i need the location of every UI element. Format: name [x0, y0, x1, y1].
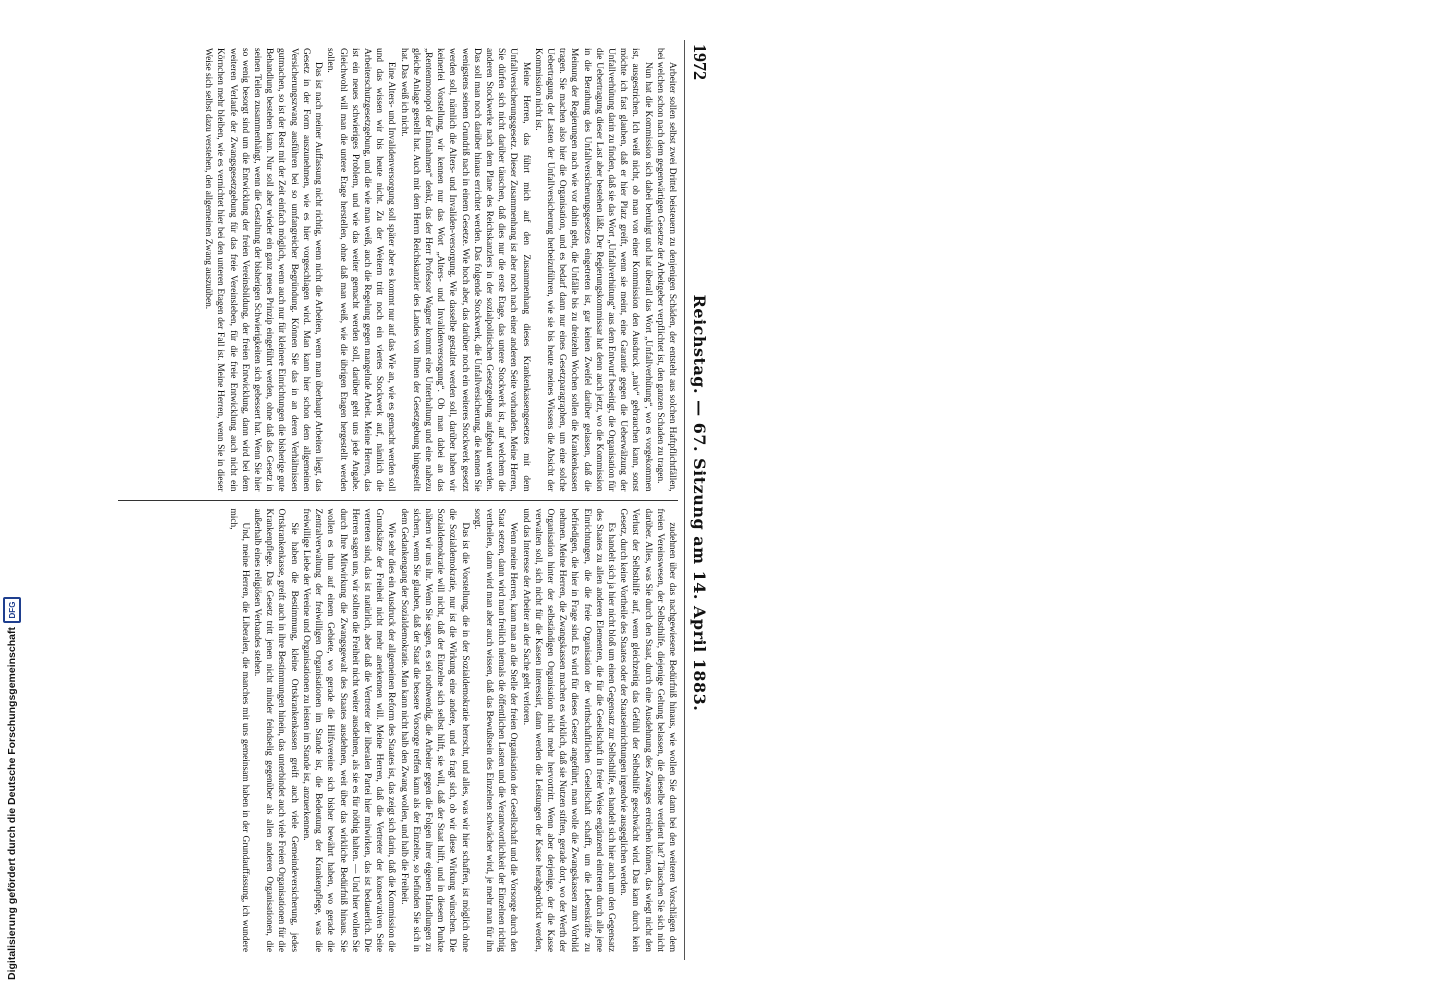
text-columns — [118, 40, 678, 960]
paragraph: Das ist nach meiner Auffassung nicht richtig, wenn nicht die Arbeiten, wenn man überhaupt Arbeiten liegt, das Gesetz in der Form auszunehmen, wie es hier vorgeschlagen wird. Man kann hier schon dem allgemeinen Versicherungszwang ausführen bei so umfangreicher Begründung. Können Sie das in an deren Verhältnissen gutmachen, so ist der Rest mit der Zeit einfach möglich, wenn auch nur für kleinere Einrichtungen die bisherige gute Behandlung bestehen kann. Nur soll aber wieder ein ganz neues Prinzip eingeführt werden, ohne daß das Gesetz in seinen Teilen zusammenhängt, wenn die Gestaltung der bisherigen Schwierigkeiten sich gebessert hat. Wenn Sie hier so wenig besorgt sind um die Entwicklung der freien Vereinsbildung, der freien Entwicklung, dann wird bei dem weiteren Verlaufe der Zwangsgesetzgebung für das freie Vereinsleben, für die freie Entwicklung auch nicht ein Körnchen mehr bleiben, wie es vernichtet hier bei den unteren Etagen der Fall ist. Meine Herren, wenn Sie in dieser Weise sich selbst dazu verstehen, den allgemeinen Zwang auszuüben. — [203, 48, 324, 492]
paragraph: Arbeiter sollen selbst zwei Drittel beisteuern zu denjenigen Schäden, der entsteht aus solchen Haftpflichtfällen, bei welchen schon nach dem gegenwärtigen Gesetze der Arbeitgeber verpflichtet ist, den ganzen Schaden zu tragen. — [654, 48, 677, 492]
paragraph: Es handelt sich ja hier nicht bloß um einen Gegensatz zur Selbsthilfe, es handelt sich hier auch um den Gegensatz des Staates zu allen anderen Elementen, die für die Gesellschaft in freier Weise ergänzend eintreten durch alle jene Einrichtungen, die die freie Organisation der wirthschaftlichen Gesellschaft schafft, um die Lebenskräfte zu befriedigen, die hier in Frage sind. Es wird für dieses Gesetz angeführt, man wolle die Zwangskassen zum Vorbild nehmen. Meine Herren, die Zwangskassen machen es wirklich, daß sie Nutzen stiften, gerade dort, wo der Werth der Organisation hinter der selbständigen Organisation nicht mehr hervortritt. Wenn aber derjenige, der die Kasse verwalten soll, sich nicht für die Kassen interessirt, dann werden die Leistungen der Kasse herabgedrückt werden, und das Interesse der Arbeiter an der Sache geht verloren. — [520, 508, 616, 952]
paragraph: Sie haben die Bestimmung, kleine Ortskrankenkassen greift auch viele Gemeindeversicherung, jedes Ortskrankenkasse, greift auch in ihre Bestimmungen hinein, das unterbindet auch viele Freien Organisationen für die Krankenpflege. Das Gesetz tritt jenen nicht minder feindselig gegenüber als allen anderen Organisationen, die außerhalb eines religiösen Verbandes stehen. — [252, 508, 299, 952]
text-column-left — [118, 40, 678, 500]
paragraph: Wenn meine Herren, kann man an die Stelle der freien Organisation der Gesellschaft und die Vorsorge durch den Staat setzen, dann wird man freilich niemals die öffentlichen Lasten und die Verantwortlichkeit der Einzelnen richtig vertheilen, dann wird man aber auch wissen, daß das Bewußtsein des Einzelnen schwächer wird, je mehr man für ihn sorgt. — [471, 508, 519, 952]
paragraph: Wie sehr dies ein Ausdruck der allgemeinen Reform des Staates ist, das zeigt sich darin, daß die Kommission die Grundsätze der Freiheit nicht mehr anerkennen will. Meine Herren, daß die Vertreter der konservativen Seite vertreten sind, das ist natürlich, aber daß die Vertreter der liberalen Partei hier mitwirken, das ist bedauerlich. Die Herren sagen uns, wir sollten die Freiheit nicht weiter ausdehnen, als sie es für nöthig halten. — Und hier wollen Sie durch Ihre Mitwirkung die Zwangsgewalt des Staates ausdehnen, weit über das wirkliche Bedürfniß hinaus. Sie wollen es thun auf einem Gebiete, wo gerade die Hilfsvereine sich bisher bewährt haben, wo gerade die Zentralverwaltung der freiwilligen Organisationen im Stande ist, die Bedeutung der Krankenpflege, was die freiwillige Liebe der Vereine und Organisationen zu leisten im Stande ist, anzuerkennen. — [300, 508, 397, 952]
digitization-credit — [4, 120, 20, 980]
paragraph: Das ist die Vorstellung, die in der Sozialdemokratie herrscht, und alles, was wir hier schaffen, ist möglich ohne die Sozialdemokratie, nur ist die Wirkung eine andere, und es fragt sich, ob wir diese Wirkung wünschen. Die Sozialdemokratie will nicht, daß der Einzelne sich selbst hilft, sie will, daß der Staat hilft, und in diesem Punkte nähern wir uns ihr. Wenn Sie sagen, es sei nothwendig, die Arbeiter gegen die Folgen ihrer eigenen Handlungen zu sichern, wenn Sie glauben, daß der Staat die bessere Vorsorge treffen kann als der Einzelne, so befinden Sie sich in dem Gedankengang der Sozialdemokratie. Man kann nicht halb den Zwang wollen, und halb die Freiheit. — [398, 508, 470, 952]
paragraph: Eine Alters- und Invalidenversorgung soll später aber es kommt nur auf das Wie an, wie es gemacht werden soll und das wissen wir bis heute nicht. Zu der Weitern tritt noch ein viertes Stockwerk auf, nämlich die Arbeiterschutzgesetzgebung, und die wie man weiß, auch die Regelung gegen mangelnde Arbeit. Meine Herren, das ist ein neues schwieriges Problem, und wie das weiter gemacht werden soll, darüber geht uns jede Angabe. Gleichwohl will man die untere Etage herstellen, ohne daß man weiß, wie die übrigen Etagen hergestellt werden sollen. — [325, 48, 397, 492]
page-header — [684, 40, 710, 960]
paragraph: Und, meine Herren, die Liberalen, die manches mit uns gemeinsam haben in der Grundauffassung, ich wundere mich, — [227, 508, 250, 952]
paragraph: Meine Herren, das führt mich auf den Zusammenhang dieses Krankenkassengesetzes mit dem Unfallversicherungsgesetz. Dieser Zusammenhang ist aber noch nach einer anderen Seite vorhanden. Meine Herren, Sie dürfen sich nicht darüber täuschen, daß dies nur die erste Etage, das untere Stockwerk ist, auf welchem die anderen Stockwerke nach dem Plane des Reichskanzlers in der sozialpolitischen Gesetzgebung aufgebaut werden. Das soll man noch darüber hinaus errichtet werden. Das folgende Stockwerk, die Unfallversicherung, die kennen Sie wenigstens seinem Grundriß nach in einem Gesetze. Wie hoch aber, das darüber noch ein weiteres Stockwerk gesetzt werden soll, nämlich die Alters- und Invaliden-versorgung. Wie dasselbe gestaltet werden soll, darüber haben wir keinerlei Vorstellung, wir kennen nur das Wort „Alters- und Invalidenversorgung“. Ob man dabei an das „Rentenmonopol der Einnahmen“ denkt, das der Herr Professor Wagner kommt eine Unterhaltung und eine nahezu gleiche Anlage gestellt hat. Auch mit dem Herrn Reichskanzler des Landes von Ihnen der Gesetzgebung hingestellt hat. Das weiß ich nicht. — [398, 48, 531, 492]
page-number: 1972 — [690, 44, 710, 80]
running-head: Reichstag. — 67. Sitzung am 14. April 1883. — [690, 294, 709, 712]
credit-text: Digitalisierung gefördert durch die Deutsche Forschungsgemeinschaft — [6, 627, 18, 980]
dfg-logo-icon: DFG — [3, 597, 21, 623]
paragraph: zudehnen über das nachgewiesene Bedürfniß hinaus, wie wollen Sie dann bei den weiteren Vorschlägen dem freien Vereinswesen, der Selbsthilfe, diejenige Geltung belassen, die dieselbe verdient hat? Täuschen Sie sich nicht darüber. Alles, was Sie durch den Staat, durch eine Ausdehnung des Zwanges erreichen können, das wiegt nicht den Verlust der Selbsthilfe auf, wenn gleichzeitig das Gefühl der Selbsthilfe geschwächt wird. Das kann durch kein Gesetz, durch keine Vortheile des Staates oder der Staatseinrichtungen irgendwie ausgeglichen werden. — [618, 508, 677, 952]
text-column-right — [118, 501, 678, 961]
paragraph: Nun hat die Kommission sich dabei beruhigt und hat überall das Wort „Unfallverhütung“, wo es vorgekommen ist, ausgestrichen. Ich weiß nicht, ob man von einer Kommission den Ausdruck „naiv“ gebrauchen kann, sonst möchte ich fast glauben, daß er hier Platz greift, wenn sie meint, eine Garantie gegen die Ueberwälzung der Unfallverhütung darin zu finden, daß sie das Wort „Unfallverhütung“ aus dem Entwurf beseitigt, die Organisation für die Uebertragung dieser Last aber bestehen läßt. Der Regierungskommissar hat denn auch jetzt, wo die Kommission in die Berathung des Unfallversicherungsgesetzes eingetreten ist, gar keinen Zweifel darüber gelassen, daß die Meinung der Regierungen nach wie vor dahin geht, die Unfälle bis zu dreizehn Wochen sollen die Krankenkassen tragen. Sie machen also hier die Organisation, und es bedarf dann nur eines Gesetzparagraphen, um eine solche Uebertragung der Lasten der Unfallversicherung herbeizuführen, wie sie bis heute meines Wissens die Absicht der Kommission nicht ist. — [532, 48, 653, 492]
document-page — [110, 40, 710, 960]
